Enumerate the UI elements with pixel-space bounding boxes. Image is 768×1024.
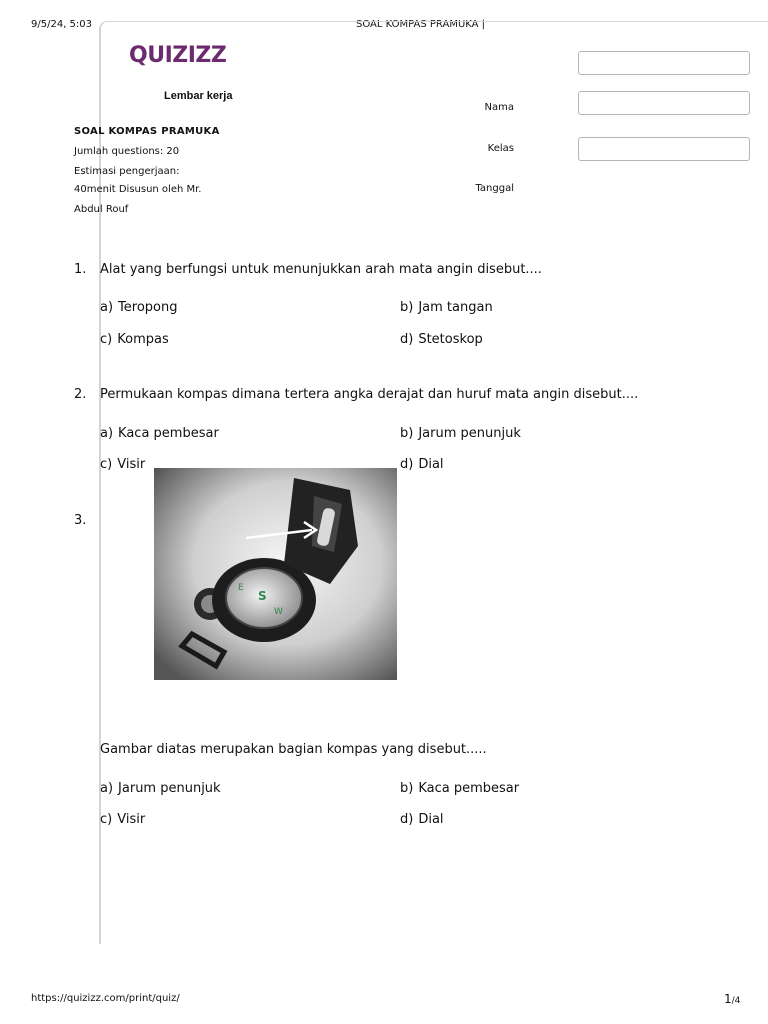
option-b	[400, 426, 521, 441]
worksheet-label: Lembar kerja	[164, 90, 233, 102]
option-letter: c)	[100, 812, 113, 827]
option-d	[400, 812, 444, 827]
quizizz-logo: QUIZIZZ	[129, 43, 227, 68]
option-letter: a)	[100, 426, 114, 441]
page-number	[724, 992, 740, 1006]
option-letter: c)	[100, 332, 113, 347]
option-b	[400, 300, 493, 315]
option-d	[400, 457, 444, 472]
extra-field-input[interactable]	[578, 51, 750, 75]
option-text: Kompas	[117, 332, 169, 347]
option-letter: c)	[100, 457, 113, 472]
option-text: Kaca pembesar	[418, 781, 520, 796]
option-text: Dial	[418, 812, 444, 827]
option-letter: d)	[400, 812, 414, 827]
print-datetime: 9/5/24, 5:03	[31, 19, 93, 30]
option-text: Dial	[418, 457, 444, 472]
tanggal-label: Tanggal	[475, 183, 514, 194]
estimate-label: Estimasi pengerjaan:	[74, 166, 180, 177]
nama-input[interactable]	[578, 91, 750, 115]
svg-text:E: E	[238, 583, 244, 593]
option-a	[100, 300, 178, 315]
option-text: Visir	[117, 812, 146, 827]
nama-label: Nama	[484, 102, 514, 113]
option-letter: b)	[400, 781, 414, 796]
kelas-label: Kelas	[487, 143, 514, 154]
question-number: 2.	[74, 387, 87, 402]
option-text: Jarum penunjuk	[118, 781, 221, 796]
question-number: 3.	[74, 513, 87, 528]
page-total: /4	[731, 996, 741, 1006]
option-text: Kaca pembesar	[118, 426, 219, 441]
option-text: Teropong	[118, 300, 178, 315]
option-letter: b)	[400, 300, 414, 315]
svg-text:W: W	[274, 607, 283, 617]
print-doc-title: SOAL KOMPAS PRAMUKA |	[356, 19, 486, 30]
author-name: Abdul Rouf	[74, 204, 129, 215]
option-c	[100, 812, 145, 827]
option-letter: a)	[100, 300, 114, 315]
option-text: Jam tangan	[418, 300, 493, 315]
kelas-input[interactable]	[578, 137, 750, 161]
print-url: https://quizizz.com/print/quiz/	[31, 993, 180, 1004]
compass-photo	[154, 468, 397, 680]
option-text: Visir	[117, 457, 146, 472]
option-text: Stetoskop	[418, 332, 483, 347]
option-letter: d)	[400, 332, 414, 347]
option-letter: a)	[100, 781, 114, 796]
svg-text:S: S	[258, 589, 267, 603]
option-b	[400, 781, 519, 796]
question-text: Alat yang berfungsi untuk menunjukkan arah mata angin disebut....	[100, 262, 542, 277]
estimate-duration: 40menit Disusun oleh Mr.	[74, 184, 202, 195]
question-number: 1.	[74, 262, 87, 277]
option-letter: b)	[400, 426, 414, 441]
worksheet-title: SOAL KOMPAS PRAMUKA	[74, 126, 220, 137]
option-c	[100, 457, 145, 472]
question-text: Permukaan kompas dimana tertera angka derajat dan huruf mata angin disebut....	[100, 387, 639, 402]
option-a	[100, 781, 221, 796]
option-d	[400, 332, 483, 347]
option-letter: d)	[400, 457, 414, 472]
option-text: Jarum penunjuk	[418, 426, 521, 441]
page-current: 1	[724, 992, 732, 1006]
option-a	[100, 426, 219, 441]
option-c	[100, 332, 169, 347]
questions-count: Jumlah questions: 20	[74, 146, 180, 157]
question-text: Gambar diatas merupakan bagian kompas yang disebut.....	[100, 742, 487, 757]
